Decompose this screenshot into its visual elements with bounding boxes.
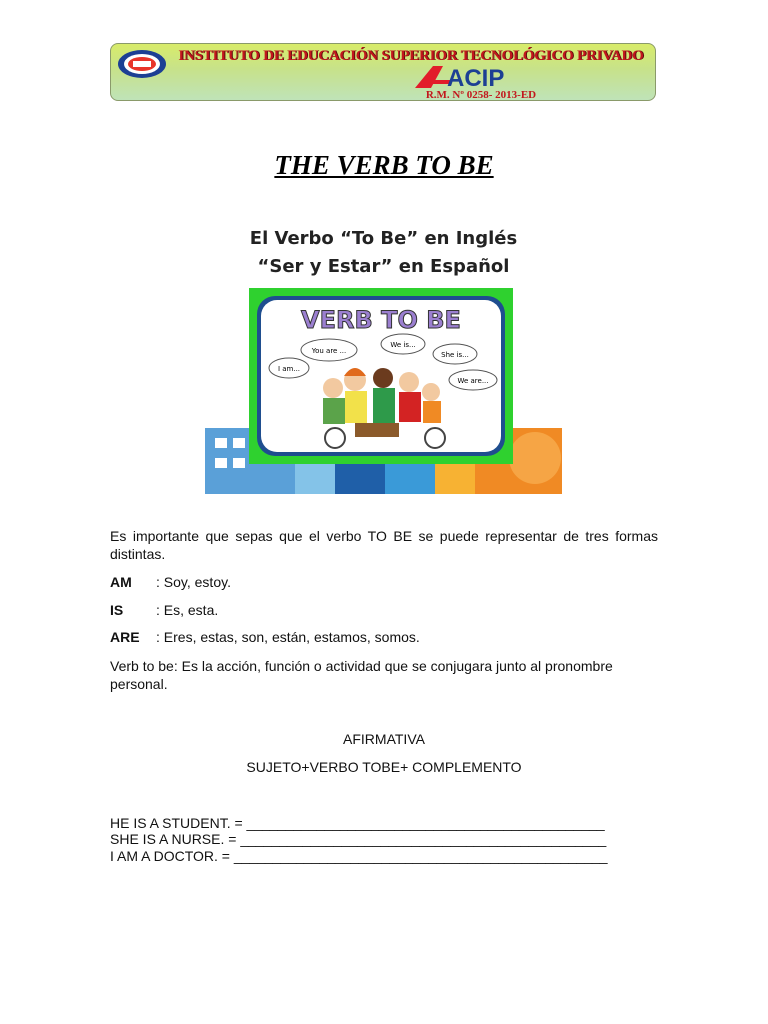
poster-heading: VERB TO BE: [301, 306, 461, 334]
intro-paragraph: Es importante que sepas que el verbo TO BE se puede representar de tres formas distintas.: [110, 528, 658, 562]
form-key: AM: [110, 574, 132, 590]
poster-image: [205, 288, 562, 494]
verb-to-be-illustration: [205, 222, 562, 494]
illustration-caption-1: El Verbo “To Be” en Inglés: [249, 228, 518, 249]
form-meaning: : Es, esta.: [156, 602, 219, 618]
page-title: THE VERB TO BE: [274, 150, 494, 180]
institution-name: INSTITUTO DE EDUCACIÓN SUPERIOR TECNOLÓGICO PRIVADO: [178, 48, 644, 64]
bubble-3: We is...: [390, 341, 416, 349]
bubble-5: We are...: [457, 377, 489, 385]
form-meaning: : Eres, estas, son, están, estamos, somos.: [156, 629, 420, 645]
form-key: ARE: [110, 629, 140, 645]
bubble-4: She is...: [441, 351, 469, 359]
form-row-am: [110, 573, 231, 591]
acip-wordmark: ACIP: [447, 65, 505, 90]
section-title: AFIRMATIVA: [343, 731, 425, 747]
acip-logo: [411, 64, 571, 90]
form-meaning: : Soy, estoy.: [156, 574, 231, 590]
exercise-line: HE IS A STUDENT. = ______________________________________________: [110, 815, 605, 831]
resolution-number: R.M. Nº 0258- 2013-ED: [425, 89, 537, 101]
bubble-1: I am...: [277, 365, 301, 373]
institution-banner: [110, 43, 656, 101]
formula: SUJETO+VERBO TOBE+ COMPLEMENTO: [246, 759, 522, 775]
exercise-line: SHE IS A NURSE. = _______________________________________________: [110, 831, 607, 847]
bubble-2: You are ...: [311, 347, 347, 355]
institution-logo: [117, 49, 167, 79]
form-row-is: [110, 601, 218, 619]
exercise-line: I AM A DOCTOR. = ________________________________________________: [110, 848, 608, 864]
illustration-caption-2: “Ser y Estar” en Español: [257, 256, 510, 277]
form-row-are: [110, 628, 420, 646]
definition-paragraph: Verb to be: Es la acción, función o actividad que se conjugara junto al pronombre personal.: [110, 658, 613, 692]
form-key: IS: [110, 602, 124, 618]
